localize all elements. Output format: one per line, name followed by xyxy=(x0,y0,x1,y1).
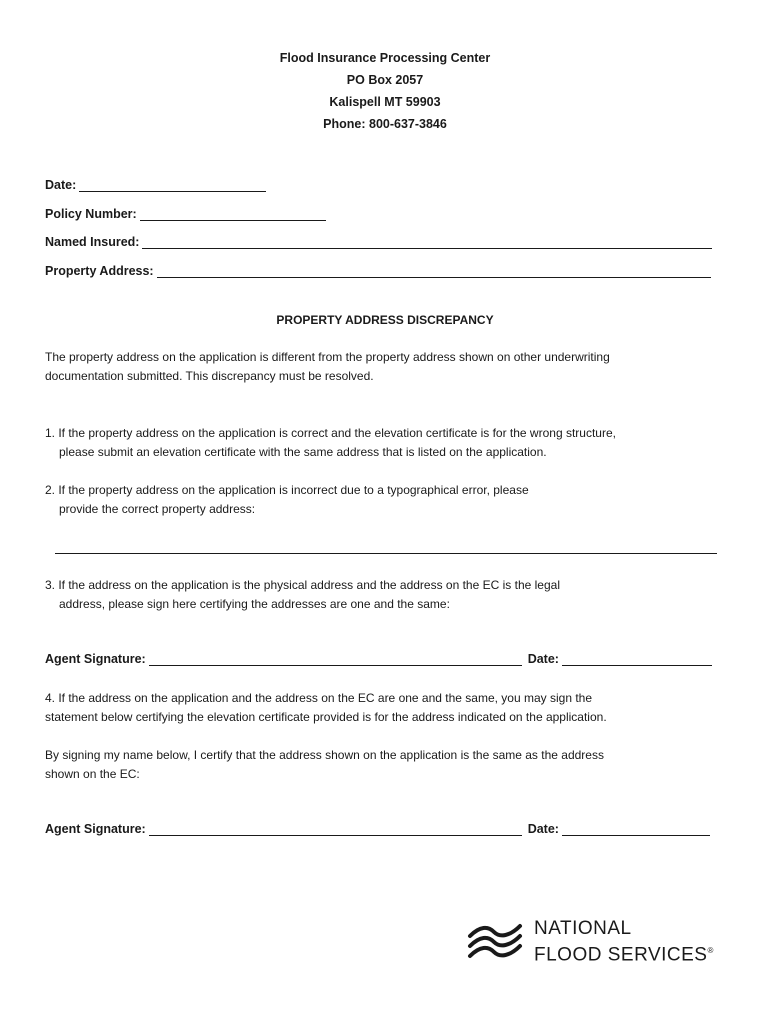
property-address-label: Property Address: xyxy=(45,264,154,278)
instruction-line: 1. If the property address on the application is correct and the elevation certificate is for the wrong structure, xyxy=(45,426,616,440)
instruction-line: statement below certifying the elevation certificate provided is for the address indicated on the application. xyxy=(45,710,607,724)
intro-line: documentation submitted. This discrepancy must be resolved. xyxy=(45,369,374,383)
instruction-line: please submit an elevation certificate with the same address that is listed on the application. xyxy=(59,445,547,459)
instruction-line: address, please sign here certifying the addresses are one and the same: xyxy=(59,597,450,611)
instruction-line: 3. If the address on the application is the physical address and the address on the EC is the legal xyxy=(45,578,560,592)
named-insured-field xyxy=(45,235,712,249)
agent-signature-label: Agent Signature: xyxy=(45,652,146,666)
instruction-1 xyxy=(45,424,735,462)
section-title: PROPERTY ADDRESS DISCREPANCY xyxy=(276,313,494,327)
instruction-line: 2. If the property address on the application is incorrect due to a typographical error, please xyxy=(45,483,529,497)
signature-date-label: Date: xyxy=(527,652,559,666)
signature-row-2 xyxy=(45,822,710,836)
signature-row-1 xyxy=(45,652,712,666)
registered-mark: ® xyxy=(707,946,714,955)
company-logo xyxy=(466,918,714,966)
instruction-line: provide the correct property address: xyxy=(59,502,256,516)
intro-paragraph xyxy=(45,348,735,386)
phone: Phone: 800-637-3846 xyxy=(323,117,447,131)
property-address-field xyxy=(45,264,711,278)
instruction-2 xyxy=(45,481,735,519)
date-label: Date: xyxy=(45,178,77,192)
instruction-4 xyxy=(45,689,735,727)
named-insured-label: Named Insured: xyxy=(45,235,140,249)
org-name: Flood Insurance Processing Center xyxy=(279,51,491,65)
correct-address-input-line[interactable] xyxy=(55,553,717,554)
property-address-input-line[interactable] xyxy=(157,264,711,278)
policy-number-label: Policy Number: xyxy=(45,207,137,221)
logo-line-1: NATIONAL xyxy=(534,918,632,939)
instruction-line: 4. If the address on the application and the address on the EC are one and the same, you may sign the xyxy=(45,691,593,705)
date-field xyxy=(45,178,266,192)
named-insured-input-line[interactable] xyxy=(142,235,712,249)
po-box: PO Box 2057 xyxy=(346,73,424,87)
wave-logo-icon xyxy=(466,922,524,962)
city-state-zip: Kalispell MT 59903 xyxy=(329,95,441,109)
policy-number-input-line[interactable] xyxy=(140,207,326,221)
certification-line: shown on the EC: xyxy=(45,767,140,781)
date-input-line[interactable] xyxy=(79,178,266,192)
instruction-3 xyxy=(45,576,735,614)
letterhead xyxy=(0,47,770,135)
logo-line-2: FLOOD SERVICES® xyxy=(534,944,714,966)
signature-date-line[interactable] xyxy=(562,822,710,836)
intro-line: The property address on the application is different from the property address shown on other underwriting xyxy=(45,350,610,364)
certification-line: By signing my name below, I certify that the address shown on the application is the same as the address xyxy=(45,748,604,762)
signature-date-line[interactable] xyxy=(562,652,712,666)
agent-signature-line[interactable] xyxy=(149,822,522,836)
logo-wordmark xyxy=(534,918,714,966)
agent-signature-label: Agent Signature: xyxy=(45,822,146,836)
signature-date-label: Date: xyxy=(527,822,559,836)
agent-signature-line[interactable] xyxy=(149,652,522,666)
certification-statement xyxy=(45,746,735,784)
policy-number-field xyxy=(45,207,326,221)
